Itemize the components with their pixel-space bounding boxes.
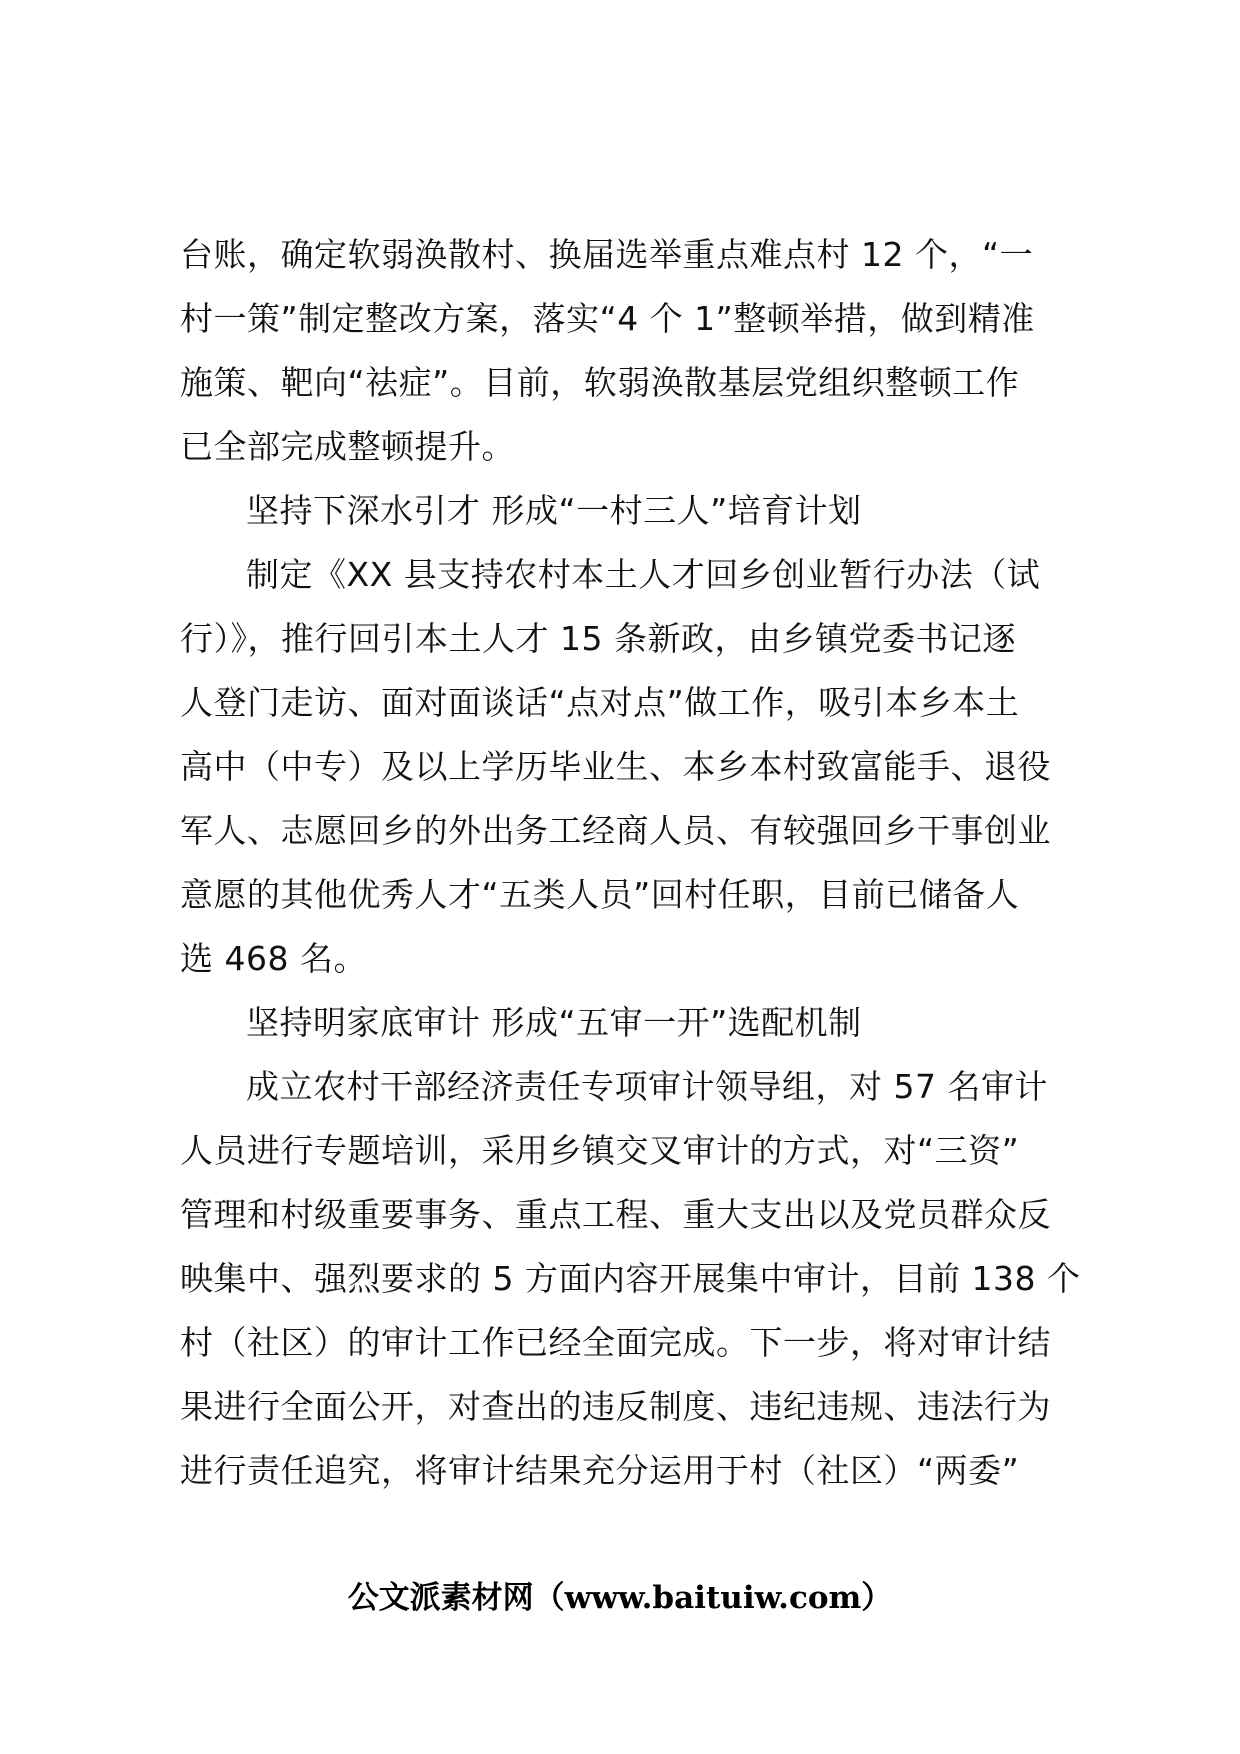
body-line: 村（社区）的审计工作已经全面完成。下一步，将对审计结 (180, 1323, 1051, 1362)
body-line: 成立农村干部经济责任专项审计领导组，对 57 名审计 (246, 1067, 1048, 1106)
body-line: 管理和村级重要事务、重点工程、重大支出以及党员群众反 (180, 1195, 1051, 1234)
section-heading: 坚持明家底审计 形成“五审一开”选配机制 (246, 1003, 862, 1042)
body-line: 映集中、强烈要求的 5 方面内容开展集中审计，目前 138 个 (180, 1259, 1081, 1298)
body-line: 施策、靶向“祛症”。目前，软弱涣散基层党组织整顿工作 (180, 363, 1020, 402)
body-line: 已全部完成整顿提升。 (180, 427, 515, 466)
body-line: 行）》，推行回引本土人才 15 条新政，由乡镇党委书记逐 (180, 619, 1016, 658)
body-line: 选 468 名。 (180, 939, 367, 978)
body-line: 高中（中专）及以上学历毕业生、本乡本村致富能手、退役 (180, 747, 1051, 786)
body-line: 制定《XX 县支持农村本土人才回乡创业暂行办法（试 (246, 555, 1041, 594)
body-line: 人登门走访、面对面谈话“点对点”做工作，吸引本乡本土 (180, 683, 1020, 722)
footer-watermark: 公文派素材网（www.baituiw.com） (347, 1580, 893, 1616)
body-line: 进行责任追究，将审计结果充分运用于村（社区）“两委” (180, 1451, 1020, 1490)
body-line: 村一策”制定整改方案，落实“4 个 1”整顿举措，做到精准 (180, 299, 1035, 338)
document-body (180, 223, 1081, 1503)
body-line: 果进行全面公开，对查出的违反制度、违纪违规、违法行为 (180, 1387, 1051, 1426)
body-line: 军人、志愿回乡的外出务工经商人员、有较强回乡干事创业 (180, 811, 1051, 850)
body-line: 台账，确定软弱涣散村、换届选举重点难点村 12 个，“一 (180, 235, 1034, 274)
body-line: 意愿的其他优秀人才“五类人员”回村任职，目前已储备人 (180, 875, 1020, 914)
body-line: 人员进行专题培训，采用乡镇交叉审计的方式，对“三资” (180, 1131, 1020, 1170)
section-heading: 坚持下深水引才 形成“一村三人”培育计划 (246, 491, 862, 530)
